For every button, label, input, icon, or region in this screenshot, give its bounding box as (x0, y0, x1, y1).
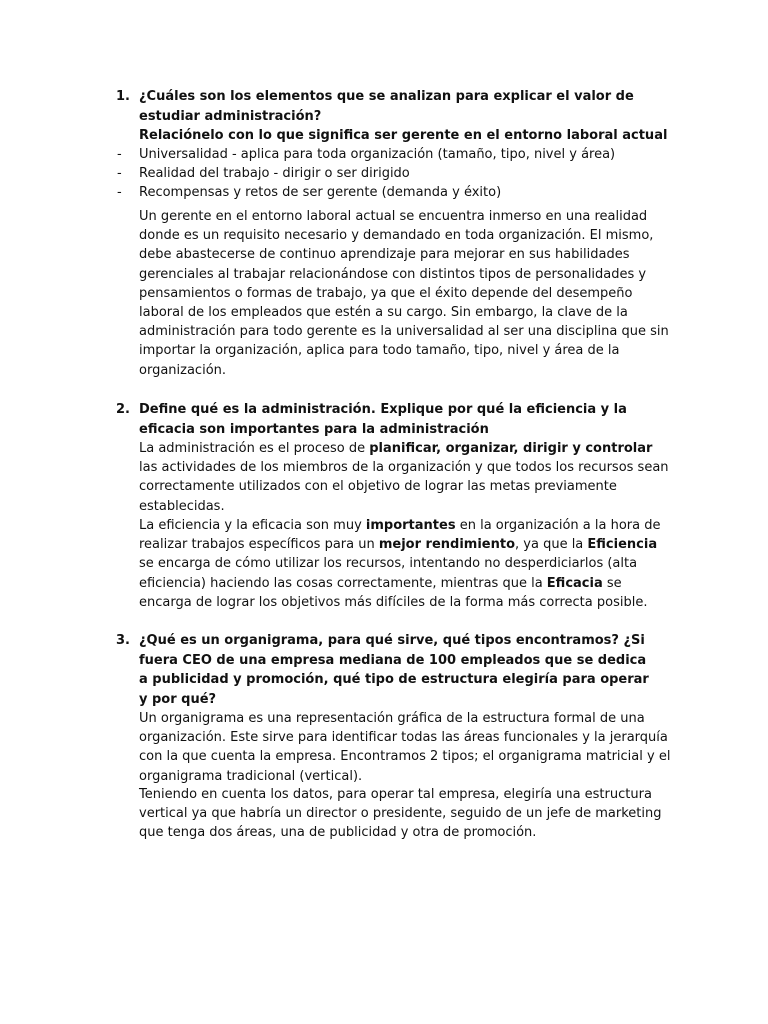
question-number: 1. (116, 89, 130, 104)
question-number: 3. (116, 633, 130, 648)
answer-text: La eficiencia y la eficacia son muy (139, 518, 366, 533)
bullet-marker: - (117, 166, 122, 181)
list-item-text: Recompensas y retos de ser gerente (demanda y éxito) (139, 185, 502, 200)
answer-text: La administración es el proceso de (139, 441, 370, 456)
answer-text: se encarga de lograr los objetivos más difíciles de la forma más correcta posible. (139, 575, 648, 610)
list-item (0, 164, 768, 183)
bullet-marker: - (117, 185, 122, 200)
question-title: Define qué es la administración. Explique por qué la eficiencia y la eficacia son importantes para la administración (139, 402, 627, 437)
answer-paragraph: Teniendo en cuenta los datos, para operar tal empresa, elegiría una estructura vertical ya que habría un director o presidente, seguido de un jefe de marketing que tenga dos áreas, una de publicidad y otra de promoción. (139, 787, 662, 841)
list-item-text: Realidad del trabajo - dirigir o ser dirigido (139, 166, 410, 181)
answer-text: se encarga de cómo utilizar los recursos, intentando no desperdiciarlos (alta eficiencia) haciendo las cosas correctamente, mientras que la (139, 556, 638, 591)
answer-text: las actividades de los miembros de la organización y que todos los recursos sean correctamente utilizados con el objetivo de lograr las metas previamente establecidas. (139, 460, 669, 514)
answer-paragraph: Un gerente en el entorno laboral actual se encuentra inmerso en una realidad donde es un requisito necesario y demandado en toda organización. El mismo, debe abastecerse de continuo aprendizaje para mejorar en sus habilidades gerenciales al trabajar relacionándose con distintos tipos de personalidades y pensamientos o formas de trabajo, ya que el éxito depende del desempeño laboral de los empleados que estén a su cargo. Sin embargo, la clave de la administración para todo gerente es la universalidad al ser una disciplina que sin importar la organización, aplica para todo tamaño, tipo, nivel y área de la organización. (139, 209, 669, 378)
question-subtitle: Relaciónelo con lo que significa ser gerente en el entorno laboral actual (139, 128, 668, 143)
answer-text: en la organización a la hora de realizar trabajos específicos para un (139, 518, 661, 553)
question-number: 2. (116, 402, 130, 417)
list-item (0, 183, 768, 202)
bullet-marker: - (117, 147, 122, 162)
answer-bold-text: importantes (365, 518, 456, 533)
answer-text: , ya que la (515, 537, 588, 553)
answer-paragraph (139, 439, 673, 516)
answer-bold-text: Eficiencia (587, 537, 658, 553)
answer-bold-text: Eficacia (546, 575, 603, 591)
answer-bold-text: planificar, organizar, dirigir y controlar (369, 441, 653, 456)
answer-paragraph (139, 516, 673, 612)
question-title: ¿Qué es un organigrama, para qué sirve, qué tipos encontramos? ¿Si fuera CEO de una empresa mediana de 100 empleados que se dedica a publicidad y promoción, qué tipo de estructura elegiría para operar y por qué? (139, 633, 649, 707)
answer-bold-text: mejor rendimiento (378, 537, 516, 553)
answer-paragraph: Un organigrama es una representación gráfica de la estructura formal de una organización. Este sirve para identificar todas las áreas funcionales y la jerarquía con la que cuenta la empresa. Encontramos 2 tipos; el organigrama matricial y el organigrama tradicional (vertical). (139, 711, 671, 784)
list-item-text: Universalidad - aplica para toda organización (tamaño, tipo, nivel y área) (139, 147, 616, 162)
question-title: ¿Cuáles son los elementos que se analizan para explicar el valor de estudiar administración? (139, 89, 634, 124)
list-item (0, 145, 768, 164)
